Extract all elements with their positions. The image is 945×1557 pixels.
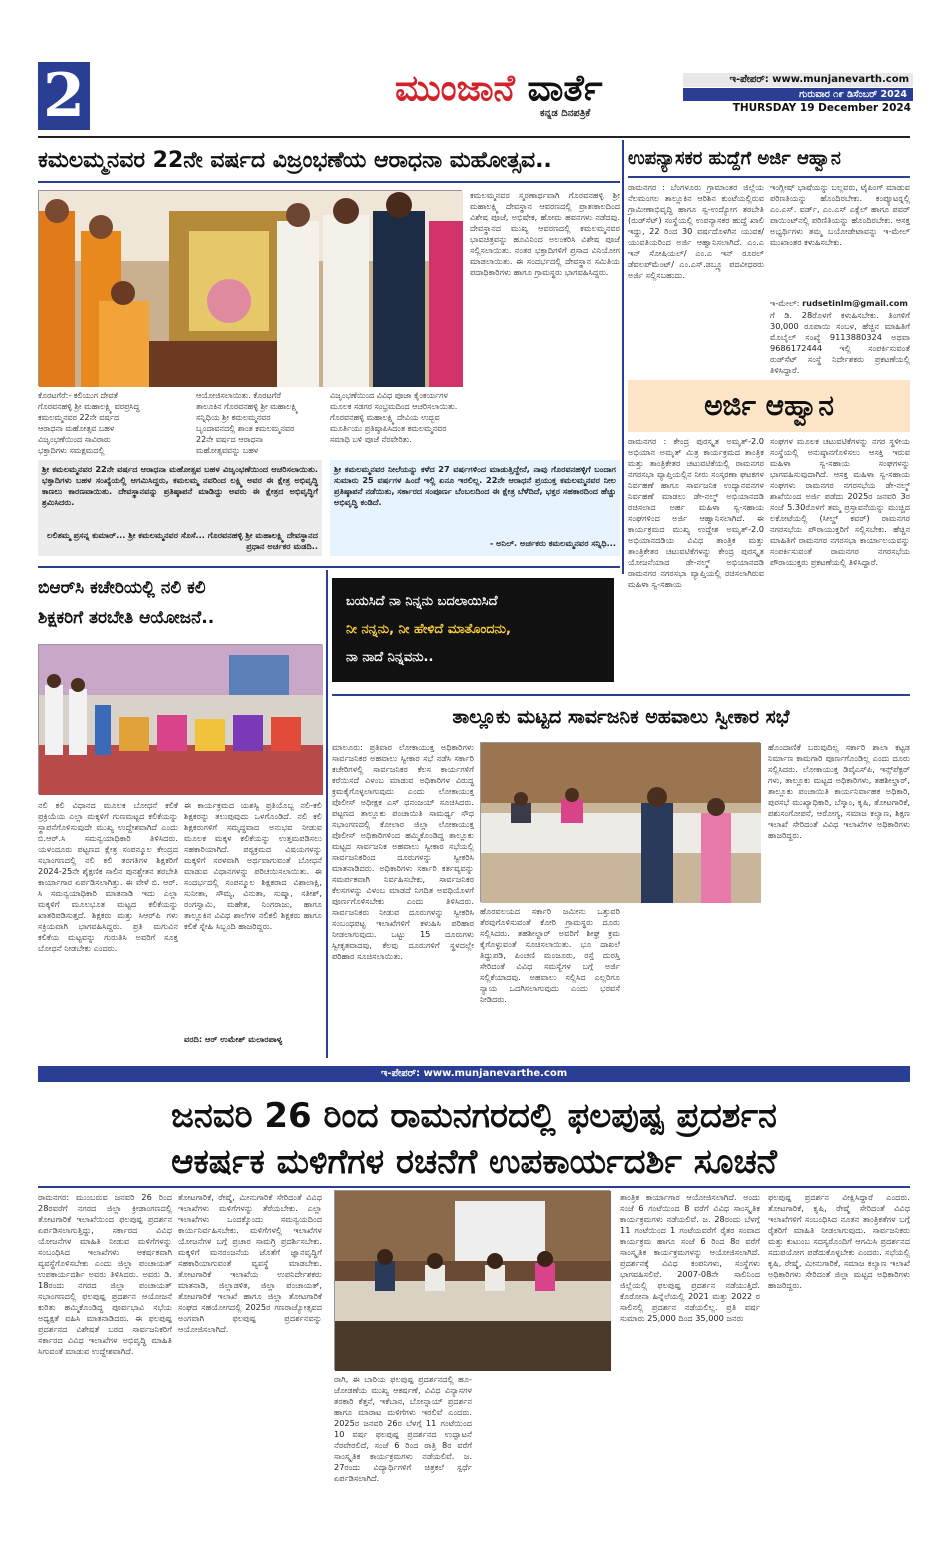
masthead-tagline: ಕನ್ನಡ ದಿನಪತ್ರಿಕೆ <box>540 108 591 119</box>
story3-headline-box <box>628 380 910 432</box>
story2-email[interactable]: rudsetinlm@gmail.com <box>802 298 908 308</box>
story1-photo-art <box>39 191 463 387</box>
story4-byline: ವರದಿ: ಆರ್ ಉಮೇಶ್ ಮಲಾರಪಾಳ್ಯ <box>184 1034 283 1044</box>
story1-quote-box-left <box>38 460 322 556</box>
story2-email-label: ಇ-ಮೇಲ್: <box>770 298 800 308</box>
story5-headline: ತಾಲ್ಲೂಕು ಮಟ್ಟದ ಸಾರ್ವಜನಿಕ ಅಹವಾಲು ಸ್ವೀಕಾರ ಸಭೆ <box>452 706 790 728</box>
masthead-name-red: ಮುಂಜಾನೆ <box>395 68 515 109</box>
story6-col-e: ಫಲಪುಷ್ಪ ಪ್ರದರ್ಶನ ವೀಕ್ಷಿಸಿದ್ದಾರೆ ಎಂದರು. ತೋಟಗಾರಿಕೆ, ಕೃಷಿ, ರೇಷ್ಮೆ ಸೇರಿದಂತೆ ವಿವಿಧ ಇಲಾಖೆಗಳಿಗೆ ಸಂಬಂಧಿಸಿದ ನೂತನ ತಾಂತ್ರಿಕತೆಗಳ ಬಗ್ಗೆ ರೈತರಿಗೆ ಮಾಹಿತಿ ನೀಡಲಾಗುವುದು. ಸಾರ್ವಜನಿಕರು ಮತ್ತು ಕುಟುಂಬ ಸದಸ್ಯರೊಂದಿಗೆ ಆಗಮಿಸಿ ಪ್ರದರ್ಶನದ ಸದುಪಯೋಗ ಪಡೆದುಕೊಳ್ಳಬೇಕು ಎಂದರು. ಸಭೆಯಲ್ಲಿ ಕೃಷಿ, ರೇಷ್ಮೆ, ಮೀನುಗಾರಿಕೆ, ಸಮಾಜ ಕಲ್ಯಾಣ ಇಲಾಖೆ ಅಧಿಕಾರಿಗಳು ಸೇರಿದಂತೆ ಜಿಲ್ಲಾ ಮಟ್ಟದ ಅಧಿಕಾರಿಗಳು ಹಾಜರಿದ್ದರು. <box>768 1192 910 1290</box>
story5-rule <box>332 694 910 696</box>
story3-headline: ಅರ್ಜಿ ಆಹ್ವಾನ <box>704 389 834 422</box>
quote-box <box>332 578 614 682</box>
story2-col-b2: ಗೆ ಡಿ. 28ರೊಳಗೆ ಕಳುಹಿಸಬೇಕು. ತಿಂಗಳಿಗೆ 30,000 ರೂಪಾಯಿ ಸಂಬಳ, ಹೆಚ್ಚಿನ ಮಾಹಿತಿಗೆ ಮೊಬೈಲ್ ಸಂಖ್ಯೆ 9113880324 ಅಥವಾ 9686172444 ಇಲ್ಲಿ ಸಂಪರ್ಕಿಸುವಂತೆ ರುಡ್‍ಸೆಟ್ ಸಂಸ್ಥೆ ನಿರ್ದೇಶಕರು ಪ್ರಕಟಣೆಯಲ್ಲಿ ತಿಳಿಸಿದ್ದಾರೆ. <box>770 310 910 375</box>
date-english: THURSDAY 19 December 2024 <box>732 102 911 114</box>
story5-photo-art <box>481 743 761 903</box>
story1-rule <box>38 181 620 183</box>
story6-col-d: ತಾಂತ್ರಿಕ ಕಾರ್ಯಾಗಾರ ಆಯೋಜಿಸಲಾಗಿದೆ. ಅಂದು ಸಂಜೆ 6 ಗಂಟೆಯಿಂದ 8 ವರೆಗೆ ವಿವಿಧ ಸಾಂಸ್ಕೃತಿಕ ಕಾರ್ಯಕ್ರಮಗಳು ನಡೆಯಲಿವೆ. ಜ. 28ರಂದು ಬೆಳಗ್ಗೆ 11 ಗಂಟೆಯಿಂದ 1 ಗಂಟೆಯವರೆಗೆ ರೈತರ ಸಂವಾದ ಕಾರ್ಯಕ್ರಮ ಹಾಗೂ ಸಂಜೆ 6 ರಿಂದ 8ರ ವರೆಗೆ ಸಾಂಸ್ಕೃತಿಕ ಕಾರ್ಯಕ್ರಮಗಳನ್ನು ಆಯೋಜಿಸಲಾಗಿದೆ. ಪ್ರದರ್ಶನಕ್ಕೆ ವಿವಿಧ ಕಂಪನಿಗಳು, ಸಂಸ್ಥೆಗಳು ಭಾಗವಹಿಸಲಿವೆ. 2007-08ನೇ ಸಾಲಿನಿಂದ ಜಿಲ್ಲೆಯಲ್ಲಿ ಫಲಪುಷ್ಪ ಪ್ರದರ್ಶನ ನಡೆಯುತ್ತಿದೆ. ಕೊರೋನಾ ಹಿನ್ನೆಲೆಯಲ್ಲಿ 2021 ಮತ್ತು 2022 ರ ಸಾಲಿನಲ್ಲಿ ಪ್ರದರ್ಶನ ನಡೆಯಲಿಲ್ಲ. ಪ್ರತಿ ವರ್ಷ ಸುಮಾರು 25,000 ದಿಂದ 35,000 ಜನರು <box>620 1192 760 1323</box>
story2-col-b: ಇಂಗ್ಲೀಷ್ ಭಾಷೆಯನ್ನು ಬಲ್ಲವರು, ಟೈಪಿಂಗ್ ಮಾಡುವ ಪರಿಣತಿಯನ್ನು ಹೊಂದಿರಬೇಕು. ಕಂಪ್ಯೂಟರ್‍ನಲ್ಲಿ ಎಂ.ಎಸ್. ವರ್ಡ್, ಎಂ.ಎಸ್ ಎಕ್ಸೆಲ್ ಹಾಗೂ ಪವರ್ ಪಾಯಿಂಟ್‍ನಲ್ಲಿ ಪರಿಣಿತಿಯನ್ನು ಹೊಂದಿರಬೇಕು. ಆಸಕ್ತ ಅಭ್ಯರ್ಥಿಗಳು ತಮ್ಮ ಬಯೋಡೇಟಾವನ್ನು ಇ-ಮೇಲ್ ಮುಖಾಂತರ ಕಳುಹಿಸಬೇಕು. <box>770 182 910 247</box>
story4-photo-art <box>39 645 323 795</box>
story5-col-a: ಮಾಲೂರು: ಪ್ರತಿವಾರ ಲೋಕಾಯುಕ್ತ ಅಧಿಕಾರಿಗಳು ಸಾರ್ವಜನಿಕರ ಅಹವಾಲು ಸ್ವೀಕಾರ ಸಭೆ ನಡೆಸಿ ಸರ್ಕಾರಿ ಕಚೇರಿಗಳಲ್ಲಿ ಸಾರ್ವಜನಿಕರ ಕೆಲಸ ಕಾರ್ಯಗಳಿಗೆ ಕರೆಯಿಸದೆ ವಿಳಂಬ ಮಾಡುವ ಅಧಿಕಾರಿಗಳ ವಿರುದ್ಧ ಕ್ರಮಕೈಗೊಳ್ಳಲಾಗುವುದು ಎಂದು ಲೋಕಾಯುಕ್ತ ಪೊಲೀಸ್ ಅಧೀಕ್ಷಕ ಎಸ್ ಧನಂಜಯ್ ಸೂಚಿಸಿದರು. ಪಟ್ಟಣದ ತಾಲ್ಲೂಕು ಪಂಚಾಯಿತಿ ಸಾಮರ್ಥ್ಯ ಸೌಧ ಸಭಾಂಗಣದಲ್ಲಿ ಕೋಲಾರ ಜಿಲ್ಲಾ ಲೋಕಾಯುಕ್ತ ಪೊಲೀಸ್ ಅಧಿಕಾರಿಗಳಿಂದ ಹಮ್ಮಿಕೊಂಡಿದ್ದ ತಾಲ್ಲೂಕು ಮಟ್ಟದ ಸಾರ್ವಜನಿಕ ಅಹವಾಲು ಸ್ವೀಕಾರ ಸಭೆಯಲ್ಲಿ ಸಾರ್ವಜನಿಕರಿಂದ ದೂರುಗಳನ್ನು ಸ್ವೀಕರಿಸಿ ಮಾತನಾಡಿದರು. ಅಧಿಕಾರಿಗಳು ಸರ್ಕಾರಿ ಕರ್ತವ್ಯವನ್ನು ಸಮರ್ಪಕವಾಗಿ ನಿರ್ವಹಿಸಬೇಕು, ಸಾರ್ವಜನಿಕರ ಕೆಲಸಗಳನ್ನು ವಿಳಂಬ ಮಾಡದೆ ನಿಗದಿತ ಅವಧಿಯೊಳಗೆ ಪೂರ್ಣಗೊಳಿಸಬೇಕು ಎಂದು ತಿಳಿಸಿದರು. ಸಾರ್ವಜನಿಕರು ನೀಡುವ ದೂರುಗಳನ್ನು ಸ್ವೀಕರಿಸಿ ಸಂಬಂಧಪಟ್ಟ ಇಲಾಖೆಗಳಿಗೆ ಕಳುಹಿಸಿ ಪರಿಹಾರ ನೀಡಲಾಗುವುದು. ಒಟ್ಟು 15 ದೂರುಗಳು ಸ್ವೀಕೃತವಾದವು, ಕೆಲವು ದೂರುಗಳಿಗೆ ಸ್ಥಳದಲ್ಲೇ ಪರಿಹಾರ ಸೂಚಿಸಲಾಯಿತು. <box>332 742 474 961</box>
page-number: 2 <box>38 62 90 130</box>
masthead-name-black: ವಾರ್ತೆ <box>515 68 603 109</box>
story4-photo <box>38 644 322 794</box>
newspaper-masthead <box>395 66 675 118</box>
story3-col-b: ಸಂಘಗಳ ಮೂಲಕ ಚಟುವಟಿಕೆಗಳನ್ನು ನಗರ ಸ್ಥಳೀಯ ಸಂಸ್ಥೆಯಲ್ಲಿ ಅನುಷ್ಠಾನಗೊಳಿಸಲು ಆಸಕ್ತಿ ಇರುವ ಮಹಿಳಾ ಸ್ವ-ಸಹಾಯ ಸಂಘಗಳನ್ನು ಭಾಗವಹಿಸುವುದಾಗಿದೆ. ಆಸಕ್ತ ಮಹಿಳಾ ಸ್ವ-ಸಹಾಯ ಸಂಘಗಳು ರಾಮನಗರ ನಗರಸಭೆಯ ಡೇ-ನಲ್ಮ್ ಶಾಖೆಯಿಂದ ಅರ್ಜಿ ಪಡೆದು 2025ರ ಜನವರಿ 3ರ ಸಂಜೆ 5.30ರೊಳಗೆ ತಮ್ಮ ಪ್ರಸ್ತಾವನೆಯನ್ನು ಮುಚ್ಚಿದ ಲಕೋಟೆಯಲ್ಲಿ (ಸೀಲ್ಡ್ ಕವರ್) ರಾಮನಗರ ನಗರಸಭೆಯ ಪೌರಾಯುಕ್ತರಿಗೆ ಸಲ್ಲಿಸಬೇಕು. ಹೆಚ್ಚಿನ ಮಾಹಿತಿಗೆ ರಾಮನಗರ ನಗರಸಭಾ ಕಾರ್ಯಾಲಯವನ್ನು ಸಂಪರ್ಕಿಸುವಂತೆ ರಾಮನಗರ ನಗರಸಭೆಯ ಪೌರಾಯುಕ್ತರು ಪ್ರಕಟಣೆಯಲ್ಲಿ ತಿಳಿಸಿದ್ದಾರೆ. <box>770 436 910 567</box>
story1-quote-box-right <box>330 460 620 556</box>
story2-rule <box>628 176 910 178</box>
story1-photo <box>38 190 462 386</box>
story1-col-c: ಕಮಲಮ್ಮನವರ ಸ್ಮರಣಾರ್ಥವಾಗಿ ಗೊರವನಹಳ್ಳಿ ಶ್ರೀ ಮಹಾಲಕ್ಷ್ಮಿ ದೇವಸ್ಥಾನ ಆವರಣದಲ್ಲಿ ಪ್ರಾತಃಕಾಲದಿಂದ ವಿಶೇಷ ಪೂಜೆ, ಅಭಿಷೇಕ, ಹೋಮ ಹವನಗಳು ನಡೆದವು. ದೇವಸ್ಥಾನದ ಮುಖ್ಯ ಆವರಣದಲ್ಲಿ ಕಮಲಮ್ಮನವರ ಭಾವಚಿತ್ರವನ್ನು ಹೂವಿನಿಂದ ಅಲಂಕರಿಸಿ ವಿಶೇಷ ಪೂಜೆ ಸಲ್ಲಿಸಲಾಯಿತು. ನಂತರ ಭಕ್ತಾದಿಗಳಿಗೆ ಪ್ರಸಾದ ವಿನಿಯೋಗ ಮಾಡಲಾಯಿತು. ಈ ಸಂದರ್ಭದಲ್ಲಿ ದೇವಸ್ಥಾನ ಸಮಿತಿಯ ಪದಾಧಿಕಾರಿಗಳು ಹಾಗೂ ಗ್ರಾಮಸ್ಥರು ಭಾಗವಹಿಸಿದ್ದರು. <box>470 190 620 277</box>
story6-col-c: ರಾಗಿ, ಈ ಬಾರಿಯ ಫಲಪುಷ್ಪ ಪ್ರದರ್ಶನದಲ್ಲಿ ಹೂ-ಜೋಡಣೆಯ ಮುಖ್ಯ ಆಕರ್ಷಣೆ, ವಿವಿಧ ವಿನ್ಯಾಸಗಳ ತರಕಾರಿ ಕೆತ್ತನೆ, ಇಕೆಬಾನ, ಬೋನ್ಸಾಯ್ ಪ್ರದರ್ಶನ ಹಾಗೂ ಮಾರಾಟ ಮಳಿಗೆಗಳು ಇರಲಿವೆ ಎಂದರು. 2025ರ ಜನವರಿ 26ರ ಬೆಳಗ್ಗೆ 11 ಗಂಟೆಯಿಂದ 10 ವರ್ಷ ಫಲಪುಷ್ಪ ಪ್ರದರ್ಶನದ ಉದ್ಘಾಟನೆ ನೆರವೇರಲಿದೆ, ಸಂಜೆ 6 ರಿಂದ ರಾತ್ರಿ 8ರ ವರೆಗೆ ಸಾಂಸ್ಕೃತಿಕ ಕಾರ್ಯಕ್ರಮಗಳು ನಡೆಯಲಿವೆ. ಜ. 27ರಂದು ವಿದ್ಯಾರ್ಥಿಗಳಿಗೆ ಚಿತ್ರಕಲೆ ಸ್ಪರ್ಧೆ ಏರ್ಪಡಿಸಲಾಗಿದೆ. <box>334 1374 472 1483</box>
story5-col-b-cont <box>626 906 760 1058</box>
story4-col-b-wrap <box>184 800 322 1058</box>
column-divider-mid <box>326 570 328 1058</box>
story4-col-b: ಈ ಕಾರ್ಯಕ್ರಮದ ಯಶಸ್ವಿ ಪ್ರತಿಯೊಬ್ಬ ನಲಿ-ಕಲಿ ಶಿಕ್ಷಕರನ್ನು ತಲುಪುವುದು ಒಳಗೊಂಡಿದೆ. ನಲಿ ಕಲಿ ಶಿಕ್ಷಕರುಗಳಿಗೆ ಸಮೃದ್ಧವಾದ ಅನುಭವ ನೀಡುವ ಮೂಲಕ ಮಕ್ಕಳ ಕಲಿಕೆಯನ್ನು ಉತ್ತಮಪಡಿಸಲು ಸಹಕಾರಿಯಾಗಿದೆ. ಪಠ್ಯಕ್ರಮದ ವಿಷಯಗಳನ್ನು ಮಕ್ಕಳಿಗೆ ಸರಳವಾಗಿ ಅರ್ಥವಾಗುವಂತೆ ಬೋಧನೆ ಮಾಡುವ ವಿಧಾನಗಳನ್ನು ಪರಿಚಯಿಸಲಾಯಿತು. ಈ ಸಂದರ್ಭದಲ್ಲಿ ಸಂಪನ್ಮೂಲ ಶಿಕ್ಷಕರಾದ ವಿಶಾಲಾಕ್ಷಿ, ಸುನೀತಾ, ಸೌಮ್ಯ, ವಿನುತಾ, ಸುಷ್ಮಾ, ಸತೀಶ್, ರಂಗಸ್ವಾಮಿ, ಮಹೇಶ, ನಿಂಗರಾಜು, ಹಾಗೂ ತಾಲ್ಲೂಕಿನ ವಿವಿಧ ಶಾಲೆಗಳ ನಲಿಕಲಿ ಶಿಕ್ಷಕರು ಹಾಗೂ ಕಲಿಕೆ ಸ್ನೇಹಿ ಸಿಬ್ಬಂದಿ ಹಾಜರಿದ್ದರು. <box>184 800 322 931</box>
story1-quote-right-sign: - ಅನಿಲ್. ಅರ್ಚಕರು ಕಮಲಮ್ಮನವರ ಸನ್ನಿಧಿ... <box>489 538 616 548</box>
story1-col-b: ಆಯೋಜಿಸಲಾಯಿತು. ಕೊರಟಗೆರೆ ತಾಲೂಕಿನ ಗೊರವನಹಳ್ಳಿ ಶ್ರೀ ಮಹಾಲಕ್ಷ್ಮಿ ಸನ್ನಿಧಿಯ ಶ್ರೀ ಕಮಲಮ್ಮನವರ ಬೃಂದಾವನದಲ್ಲಿ ಶಾಂತ ಕಮಲಮ್ಮನವರ 22ನೇ ವರ್ಷದ ಆರಾಧನಾ ಮಹೋತ್ಸವವನ್ನು ಬಹಳ <box>196 391 299 455</box>
section-rule <box>38 566 620 568</box>
story1-quote-left-text: ಶ್ರೀ ಕಮಲಮ್ಮನವರ 22ನೇ ವರ್ಷದ ಆರಾಧನಾ ಮಹೋತ್ಸವ ಬಹಳ ವಿಜೃಂಭಣೆಯಿಂದ ಆಚರಿಸಲಾಯಿತು. ಭಕ್ತಾದಿಗಳು ಬಹಳ ಸಂಖ್ಯೆಯಲ್ಲಿ ಆಗಮಿಸಿದ್ದರು, ಕಮಲಮ್ಮ ನವರಿಂದ ಲಕ್ಷ್ಮಿ ಅವರ ಈ ಕ್ಷೇತ್ರ ಅಭಿವೃದ್ಧಿ ಕಾಣಲು ಕಾರಣವಾಯಿತು. ದೇವಸ್ಥಾನವನ್ನು ಪ್ರತಿಷ್ಠಾಪನೆ ಮಾಡಿದ್ದು ಅವರು ಈ ಕ್ಷೇತ್ರದ ಅಭಿವೃದ್ಧಿಗೆ ಶ್ರಮಿಸಿದರು. <box>42 464 318 507</box>
story1-quote-right-text: ಶ್ರೀ ಕಮಲಮ್ಮನವರ ನೀಲೆಯನ್ನು ಕಳೆದ 27 ವರ್ಷಗಳಿಂದ ಮಾಡುತ್ತಿದ್ದೇನೆ, ನಾವು ಗೊರವನಹಳ್ಳಿಗೆ ಬಂದಾಗ ಸುಮಾರು 25 ವರ್ಷಗಳ ಹಿಂದೆ ಇಲ್ಲಿ ಏನೂ ಇರಲಿಲ್ಲ. 22ನೇ ಆರಾಧನೆ ಪ್ರಯುಕ್ತ ಕಮಲಮ್ಮನವರ ನೀಲ ಪ್ರತಿಷ್ಠಾಪನೆ ನಡೆಯಿತು, ಸರ್ಕಾರದ ಸಂಪೂರ್ಣ ಬೆಂಬಲದಿಂದ ಈ ಕ್ಷೇತ್ರ ಬೆಳೆದಿದೆ, ಭಕ್ತರ ಸಹಕಾರದಿಂದ ಹೆಚ್ಚು ಅಭಿವೃದ್ಧಿ ಕಂಡಿದೆ. <box>334 464 616 507</box>
story5-photo <box>480 742 760 902</box>
masthead-rule <box>38 136 910 138</box>
date-kannada: ಗುರುವಾರ ೧೯ ಡಿಸೆಂಬರ್ 2024 <box>683 88 913 101</box>
story6-photo <box>334 1190 610 1370</box>
story6-rule <box>38 1186 910 1188</box>
story6-headline-2: ಆಕರ್ಷಕ ಮಳಿಗೆಗಳ ರಚನೆಗೆ ಉಪಕಾರ್ಯದರ್ಶಿ ಸೂಚನೆ <box>171 1142 777 1182</box>
story6-col-b: ತೋಟಗಾರಿಕೆ, ರೇಷ್ಮೆ, ಮೀನುಗಾರಿಕೆ ಸೇರಿದಂತೆ ವಿವಿಧ ಇಲಾಖೆಗಳು ಮಳಿಗೆಗಳನ್ನು ತೆರೆಯಬೇಕು. ಎಲ್ಲಾ ಇಲಾಖೆಗಳು ಒಂದಕ್ಕೊಂದು ಸಮನ್ವಯದಿಂದ ಕಾರ್ಯನಿರ್ವಹಿಸಬೇಕು. ಮಳಿಗೆಗಳಲ್ಲಿ ಇಲಾಖೆಗಳ ಯೋಜನೆಗಳ ಬಗ್ಗೆ ಪ್ರಚಾರ ಸಾಮಗ್ರಿ ಪ್ರದರ್ಶಿಸಬೇಕು. ಮಕ್ಕಳಿಗೆ ಮನರಂಜನೆಯ ಜೊತೆಗೆ ಜ್ಞಾನವೃದ್ಧಿಗೆ ಸಹಕಾರಿಯಾಗುವಂತೆ ವ್ಯವಸ್ಥೆ ಮಾಡಬೇಕು. ತೋಟಗಾರಿಕೆ ಇಲಾಖೆಯ ಉಪನಿರ್ದೇಶಕರು ಮಾತನಾಡಿ, ಜಿಲ್ಲಾಡಳಿತ, ಜಿಲ್ಲಾ ಪಂಚಾಯತ್, ತೋಟಗಾರಿಕೆ ಇಲಾಖೆ ಹಾಗೂ ಜಿಲ್ಲಾ ತೋಟಗಾರಿಕೆ ಸಂಘದ ಸಹಯೋಗದಲ್ಲಿ 2025ರ ಗಣರಾಜ್ಯೋತ್ಸವದ ಅಂಗವಾಗಿ ಫಲಪುಷ್ಪ ಪ್ರದರ್ಶನವನ್ನು ಆಯೋಜಿಸಲಾಗಿದೆ. <box>178 1192 322 1334</box>
story1-headline: ಕಮಲಮ್ಮನವರ 22ನೇ ವರ್ಷದ ವಿಜ್ರಂಭಣೆಯ ಆರಾಧನಾ ಮಹೋತ್ಸವ.. <box>38 148 552 173</box>
epaper-link[interactable]: ಇ-ಪೇಪರ್: www.munjanevarth.com <box>683 73 913 87</box>
story4-col-a: ನಲಿ ಕಲಿ ವಿಧಾನದ ಮೂಲಕ ಬೋಧನೆ ಕಲಿಕೆ ಪ್ರಕ್ರಿಯೆಯ ಎಲ್ಲಾ ಮಕ್ಕಳಿಗೆ ಗುಣಮಟ್ಟದ ಕಲಿಕೆಯನ್ನು ಸ್ಥಾಪನೆಗೊಳಿಸುವುದೇ ಮುಖ್ಯ ಉದ್ದೇಶವಾಗಿದೆ ಎಂದು ಬಿ.ಆರ್.ಸಿ ಸಮನ್ವಯಾಧಿಕಾರಿ ತಿಳಿಸಿದರು. ಯಳಂದೂರು ಪಟ್ಟಣದ ಕ್ಷೇತ್ರ ಸಂಪನ್ಮೂಲ ಕೇಂದ್ರದ ಸಭಾಂಗಣದಲ್ಲಿ ನಲಿ ಕಲಿ ತರಗತಿಗಳ ಶಿಕ್ಷಕರಿಗೆ 2024-25ನೇ ಶೈಕ್ಷಣಿಕ ಸಾಲಿನ ಪುನಶ್ಚೇತನ ತರಬೇತಿ ಕಾರ್ಯಾಗಾರ ಏರ್ಪಡಿಸಲಾಗಿತ್ತು. ಈ ವೇಳೆ ಬಿ. ಆರ್. ಸಿ ಸಮನ್ವಯಾಧಿಕಾರಿ ಮಾತನಾಡಿ ಇದು ಎಲ್ಲಾ ಮಕ್ಕಳಿಗೆ ಮೂಲಭೂತ ಮಟ್ಟದ ಕಲಿಕೆಯನ್ನು ಖಾತರಿಪಡಿಸುತ್ತದೆ. ಶಿಕ್ಷಕರು ಮತ್ತು ಸಿಆರ್‌ಪಿ ಗಳು ಸಕ್ರಿಯವಾಗಿ ಭಾಗವಹಿಸಿದ್ದರು. ಪ್ರತಿ ಮಗುವಿನ ಕಲಿಕೆಯ ಮಟ್ಟವನ್ನು ಗುರುತಿಸಿ ಅವರಿಗೆ ಸೂಕ್ತ ಬೋಧನೆ ನೀಡಬೇಕು ಎಂದರು. <box>38 800 178 953</box>
story6-photo-art <box>335 1191 611 1371</box>
quote-line-2: ನೀ ನನ್ನನು, ನೀ ಹೇಳಿದೆ ಮಾತೊಂದನು, <box>346 622 511 637</box>
story1-col-d: ವಿಜೃಂಭಣೆಯಿಂದ ವಿವಿಧ ಪೂಜಾ ಕೈಂಕರ್ಯಗಳ ಮೂಲಕ ಸಡಗರ ಸಂಭ್ರಮದಿಂದ ಆಚರಿಸಲಾಯಿತು. ಗೊರವನಹಳ್ಳಿ ಮಹಾಲಕ್ಷ್ಮಿ ದೇವಿಯ ಉದ್ಭವ ಮೂರ್ತಿಯು ಪ್ರತಿಷ್ಠಾಪಿಸಿದಂತ ಕಮಲಮ್ಮನವರ ಸಮಾಧಿ ಬಳಿ ಪೂಜೆ ನೆರವೇರಿತು. <box>330 391 458 444</box>
story2-headline: ಉಪನ್ಯಾಸಕರ ಹುದ್ದೆಗೆ ಅರ್ಜಿ ಆಹ್ವಾನ <box>628 148 841 169</box>
website-bar[interactable]: ಇ-ಪೇಪರ್: www.munjanevarthe.com <box>38 1066 910 1082</box>
quote-line-3: ನಾ ನಾದೆ ನಿನ್ನವನು.. <box>346 650 434 665</box>
column-divider-top <box>622 140 624 574</box>
story6-col-a: ರಾಮನಗರ: ಮುಂಬರುವ ಜನವರಿ 26 ರಿಂದ 28ರವರೆಗೆ ನಗರದ ಜಿಲ್ಲಾ ಕ್ರೀಡಾಂಗಣದಲ್ಲಿ ತೋಟಗಾರಿಕೆ ಇಲಾಖೆಯಿಂದ ಫಲಪುಷ್ಪ ಪ್ರದರ್ಶನ ಏರ್ಪಡಿಸಲಾಗುತ್ತಿದ್ದು, ಸರ್ಕಾರದ ವಿವಿಧ ಯೋಜನೆಗಳ ಮಾಹಿತಿ ನೀಡುವ ಮಳಿಗೆಗಳನ್ನು ಸಂಬಂಧಿಸಿದ ಇಲಾಖೆಗಳು ಆಕರ್ಷಕವಾಗಿ ವ್ಯವಸ್ಥೆಗೊಳಿಸಬೇಕು ಎಂದು ಜಿಲ್ಲಾ ಪಂಚಾಯತ್ ಉಪಕಾರ್ಯದರ್ಶಿ ಅವರು ತಿಳಿಸಿದರು. ಅವರು ಡಿ. 18ರಂದು ನಗರದ ಜಿಲ್ಲಾ ಪಂಚಾಯತ್ ಸಭಾಂಗಣದಲ್ಲಿ ಫಲಪುಷ್ಪ ಪ್ರದರ್ಶನ ಆಯೋಜನೆ ಕುರಿತು ಹಮ್ಮಿಕೊಂಡಿದ್ದ ಪೂರ್ವಭಾವಿ ಸಭೆಯ ಅಧ್ಯಕ್ಷತೆ ವಹಿಸಿ ಮಾತನಾಡಿದರು. ಈ ಫಲಪುಷ್ಪ ಪ್ರದರ್ಶನದ ವಿಶೇಷತೆ ಬರದ ಸಾರ್ವಜನಿಕರಿಗೆ ಸರ್ಕಾರದ ವಿವಿಧ ಇಲಾಖೆಗಳ ಅಭಿವೃದ್ಧಿ ಮಾಹಿತಿ ಸಿಗುವಂತೆ ಮಾಡುವ ಉದ್ದೇಶವಾಗಿದೆ. <box>38 1192 172 1356</box>
story4-headline-2: ಶಿಕ್ಷಕರಿಗೆ ತರಬೇತಿ ಆಯೋಜನೆ.. <box>38 608 215 628</box>
story6-col-c-cont <box>478 1374 610 1512</box>
story5-col-c: ಹೊಂದಾಣಿಕೆ ಬರುವುದಿಲ್ಲ ಸರ್ಕಾರಿ ಶಾಲಾ ಕಟ್ಟಡ ನಿರ್ಮಾಣ ಕಾಮಗಾರಿ ಪೂರ್ಣಗೊಂಡಿಲ್ಲ ಎಂದು ದೂರು ಸಲ್ಲಿಸಿದರು. ಲೋಕಾಯುಕ್ತ ಡಿವೈಎಸ್‌ಪಿ, ಇನ್ಸ್‌ಪೆಕ್ಟರ್ ಗಳು, ತಾಲ್ಲೂಕು ಮಟ್ಟದ ಅಧಿಕಾರಿಗಳು, ತಹಶೀಲ್ದಾರ್, ತಾಲ್ಲೂಕು ಪಂಚಾಯಿತಿ ಕಾರ್ಯನಿರ್ವಾಹಕ ಅಧಿಕಾರಿ, ಪುರಸಭೆ ಮುಖ್ಯಾಧಿಕಾರಿ, ಬೆಸ್ಕಾಂ, ಕೃಷಿ, ತೋಟಗಾರಿಕೆ, ಪಶುಸಂಗೋಪನೆ, ಆರೋಗ್ಯ, ಸಮಾಜ ಕಲ್ಯಾಣ, ಶಿಕ್ಷಣ ಇಲಾಖೆ ಸೇರಿದಂತೆ ವಿವಿಧ ಇಲಾಖೆಗಳ ಅಧಿಕಾರಿಗಳು ಹಾಜರಿದ್ದರು. <box>768 742 910 840</box>
story1-col-a: ಕೊರಟಗೆರೆ:- ಕಲಿಯುಗ ದೇವತೆ ಗೊರವನಹಳ್ಳಿ ಶ್ರೀ ಮಹಾಲಕ್ಷ್ಮಿ ವರಪ್ರಸಿದ್ಧ ಕಮಲಮ್ಮನವರ 22ನೇ ವರ್ಷದ ಆರಾಧನಾ ಮಹೋತ್ಸವ ಬಹಳ ವಿಜೃಂಭಣೆಯಿಂದ ಸಾವಿರಾರು ಭಕ್ತಾದಿಗಳು ಸಮಕ್ಷಮದಲ್ಲಿ <box>38 391 140 455</box>
quote-line-1: ಬಯಸಿದೆ ನಾ ನಿನ್ನನು ಬದಲಾಯಿಸಿದೆ <box>346 594 498 609</box>
story3-col-a: ರಾಮನಗರ : ಕೇಂದ್ರ ಪುರಸ್ಕೃತ ಅಮೃತ್-2.0 ಅಭಿಯಾನ ಅಮೃತ್ ಮಿತ್ರ ಕಾರ್ಯಕ್ರಮದ ತಾಂತ್ರಿಕ ಮತ್ತು ತಾಂತ್ರಿಕೇತರ ಚಟುವಟಿಕೆಯಲ್ಲಿ ರಾಮನಗರ ನಗರಸಭಾ ವ್ಯಾಪ್ತಿಯಲ್ಲಿನ ನೀರು ಸಂಸ್ಕರಣಾ ಘಟಕಗಳ ನಿರ್ವಹಣೆ ಹಾಗೂ ಸಾರ್ವಜನಿಕ ಉದ್ಯಾನವನಗಳ ನಿರ್ವಹಣೆ ಮಾಡಲು ಡೇ-ನಲ್ಮ್ ಅಭಿಯಾನದಡಿ ರಚಿಸಲಾದ ಅರ್ಹ ಮಹಿಳಾ ಸ್ವ-ಸಹಾಯ ಸಂಘಗಳಿಂದ ಅರ್ಜಿ ಆಹ್ವಾನಿಸಲಾಗಿದೆ. ಈ ಕಾರ್ಯಕ್ರಮದ ಮುಖ್ಯ ಉದ್ದೇಶ ಅಮೃತ್-2.0 ಅಭಿಯಾನದಡಿಯ ವಿವಿಧ ತಾಂತ್ರಿಕ ಮತ್ತು ತಾಂತ್ರಿಕೇತರ ಚಟುವಟಿಕೆಗಳನ್ನು ಕೇಂದ್ರ ಪುರಸ್ಕೃತ ಯೋಜನೆಯಾದ ಡೇ-ನಲ್ಮ್ ಅಭಿಯಾನದಡಿ ರಾಮನಗರ ನಗರಸಭಾ ವ್ಯಾಪ್ತಿಯಲ್ಲಿ ರಚಿಸಲಾಗಿರುವ ಮಹಿಳಾ ಸ್ವ-ಸಹಾಯ <box>628 436 764 589</box>
story1-quote-left-sign: ಲಲಿತಮ್ಮ ಪ್ರಸನ್ನ ಕುಮಾರ್... ಶ್ರೀ ಕಮಲಮ್ಮನವರ ಸೊಸೆ... ಗೊರವನಹಳ್ಳಿ ಶ್ರೀ ಮಹಾಲಕ್ಷ್ಮಿ ದೇವಸ್ಥಾನದ ಪ್ರಧಾನ ಅರ್ಚಕರ ಮಡದಿ.. <box>47 530 318 551</box>
story5-col-b: ಹೊರವಲಯದ ಸರ್ಕಾರಿ ಜಮೀನು ಒತ್ತುವರಿ ತೆರವುಗೊಳಿಸುವಂತೆ ಕೋರಿ ಗ್ರಾಮಸ್ಥರು ದೂರು ಸಲ್ಲಿಸಿದರು. ತಹಶೀಲ್ದಾರ್ ಅವರಿಗೆ ಶೀಘ್ರ ಕ್ರಮ ಕೈಗೊಳ್ಳುವಂತೆ ಸೂಚಿಸಲಾಯಿತು. ಭೂ ದಾಖಲೆ ತಿದ್ದುಪಡಿ, ಪಿಂಚಣಿ ಮಂಜೂರು, ರಸ್ತೆ ದುರಸ್ತಿ ಸೇರಿದಂತೆ ವಿವಿಧ ಸಮಸ್ಯೆಗಳ ಬಗ್ಗೆ ಅರ್ಜಿ ಸಲ್ಲಿಕೆಯಾದವು. ಅಹವಾಲು ಸಲ್ಲಿಸಿದ ಎಲ್ಲರಿಗೂ ನ್ಯಾಯ ಒದಗಿಸಲಾಗುವುದು ಎಂದು ಭರವಸೆ ನೀಡಿದರು. <box>480 906 620 1004</box>
story2-col-b-wrap <box>770 182 910 375</box>
story6-headline-1: ಜನವರಿ 26 ರಿಂದ ರಾಮನಗರದಲ್ಲಿ ಫಲಪುಷ್ಪ ಪ್ರದರ್ಶನ <box>171 1096 777 1136</box>
story2-col-a: ರಾಮನಗರ : ಬೆಂಗಳೂರು ಗ್ರಾಮಾಂತರ ಜಿಲ್ಲೆಯ ನೆಲಮಂಗಲ ತಾಲ್ಲೂಕಿನ ಆರಿಶಿನ ಕುಂಟೆಯಲ್ಲಿರುವ ಗ್ರಾಮೀಣಾಭಿವೃದ್ಧಿ ಹಾಗೂ ಸ್ವ-ಉದ್ಯೋಗ ತರಬೇತಿ (ರುಡ್‍ಸೆಟ್) ಸಂಸ್ಥೆಯಲ್ಲಿ ಉಪನ್ಯಾಸಕರ ಹುದ್ದೆ ಖಾಲಿ ಇದ್ದು, 22 ರಿಂದ 30 ವರ್ಷದೊಳಗಿನ ಯುವಕ/ಯುವತಿಯರಿಂದ ಅರ್ಜಿ ಆಹ್ವಾನಿಸಲಾಗಿದೆ. ಎಂ.ಎ ಇನ್ ಸೋಷಿಯಲ್/ ಎಂ.ಎ ಇನ್ ರೂರಲ್ ಡೆವಲಪ್‍ಮೆಂಟ್/ ಎಂ.ಎಸ್.ಡಬ್ಲ್ಯೂ ಪದವೀಧರರು ಅರ್ಜಿ ಸಲ್ಲಿಸಬಹುದು. <box>628 182 764 280</box>
story4-headline-1: ಬಿಆರ್‌ಸಿ ಕಚೇರಿಯಲ್ಲಿ ನಲಿ ಕಲಿ <box>38 578 206 598</box>
